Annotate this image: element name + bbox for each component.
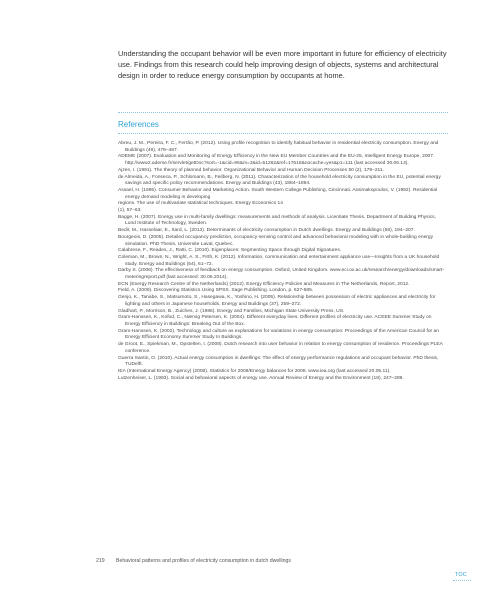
reference-item: Calabrese, F., Reades, J., Ratti, C. (2010). Eigenplaces: Segmenting Space through Digital Signatures. [118, 248, 342, 254]
reference-item: Abreu, J. M., Pereira, F. C., Ferrão, P. (2012). Using profile recognition to identify habitual behavior in residential electricity consumption. Energy and Buildings (49), 479–487. [118, 141, 439, 153]
reference-item: Gram-Hanssen, K. (2002). Technology and culture as explanations for variations in energy consumption: Proceedings of the American Council for an Energy Efficient Economy Summer Study In Buildings. [118, 328, 439, 341]
reference-item: Guerra Santin, O. (2010). Actual energy consumption in dwellings: The effect of energy performance regulations and occupant behavior. PhD thesis, TUDelft. [118, 355, 439, 368]
reference-item: Assael, H. (1995). Consumer Behavior and Marketing Action. South Western College Publishing, Cincinnati. Assimakopoulos, V. (1992). Residential energy demand modeling in developing [118, 187, 438, 200]
page-footer [0, 558, 486, 570]
reference-item: Coleman, M., Brown, N., Wright, A. S., Firth, K. (2012). Information, communication and entertainment appliance use—Insights from a UK household study. Energy and Buildings (54), 61–72. [118, 254, 440, 267]
reference-item: Lutzenheiser, L. (1993). Social and behavioral aspects of energy use. Annual Review of Energy and the Environment (18), 247–289. [118, 375, 404, 381]
toc-link[interactable]: TOC [455, 572, 467, 578]
references-list [118, 141, 448, 382]
references-heading: References [118, 120, 159, 129]
reference-item: Gladhart, P., Morrison, B., Zuiches, J. (1986). Energy and Families, Michigan State University Press, US. [118, 308, 345, 314]
intro-paragraph: Understanding the occupant behavior will be even more important in future for efficiency of electricity use. Findings from this research could help improving design of objects, systems and architectural design in order to reduce energy consumption by occupants at home. [118, 49, 447, 81]
running-title: Behavioral patterns and profiles of electricity consumption in dutch dwellings [116, 558, 292, 564]
heading-divider [118, 133, 448, 134]
reference-item: Darby S. (2006). The effectiveness of feedback on energy consumption. Oxford, United Kingdom. www.eci.ox.ac.uk/research/energy/downloads/smart-meteringreport.pdf (last accessed: 30.06.2014). [118, 268, 445, 281]
reference-item: Field, A. (2009). Discovering Statistics Using SPSS. Sage Publishing. London, p. 627-685. [118, 288, 314, 294]
reference-item: Bedir, M., Hasselaar, E., Itard, L. (2013). Determinants of electricity consumption in Dutch dwellings. Energy and Buildings (58), 194–207. [118, 228, 415, 234]
reference-item: (1), 57–63. [118, 208, 142, 214]
reference-item: Bourgeois, D. (2005). Detailed occupancy prediction, occupancy-sensing control and advanced behavioral modeling with in whole-building energy simulation. PhD Thesis, Universite Laval, Quebec. [118, 234, 434, 247]
toc-divider [453, 580, 471, 581]
reference-item: ECN (Energy Research Centre of the Netherlands) (2012). Energy Efficiency Policies and Measures in The Netherlands, Report, 2012. [118, 281, 410, 287]
intro-text [118, 48, 448, 82]
reference-item: de Almeida, A., Fonseca, P., Schlomann, B., Feilberg, N. (2011). Characterization of the household electricity consumption in the EU, potential energy savings and specific policy recommendations. Energy and Buildings (43), 1884–1894. [118, 174, 441, 187]
page-number: 219 [96, 558, 105, 564]
reference-item: IEA (International Energy Agency) (2008). Statistics for 2008/Energy balances for 2008. www.iea.org (last accessed 20.05.11). [118, 368, 391, 374]
reference-item: Bagge, H. (2007). Energy use in multi-family dwellings: measurements and methods of analysis. Licentiate Thesis, Department of Building Physics, Lund Institute of Technology, Sweden. [118, 214, 436, 227]
reference-item: Ajzen, I. (1991). The theory of planned behavior. Organizational Behavior and Human Decision Processes 50 (2), 179–211. [118, 167, 384, 173]
reference-item: de Groot, E., Spiekman, M., Opstelten, I. (2008). Dutch research into user behavior in relation to energy consumption of residence. Proceedings PLEA conference. [118, 342, 443, 354]
reference-item: Genjo, K., Tanabe, S., Matsumoto, S., Hasegawa, K., Yoshino, H. (2005). Relationship between possession of electric appliances and electricity for lighting and others in Japanese households. Energy and Buildings (37), 259–272. [118, 295, 436, 307]
reference-item: Gram-Hanssen, K., Kofod, C., Nærvig Petersen, K. (2004). Different everyday lives. Different profiles of electricity use. ACEEE Summer Study on Energy Efficiency in Buildings: Breaking Out of the Box. [118, 315, 432, 327]
reference-item: ADEME (2007). Evaluation and Monitoring of Energy Efficiency in the New EU Member Countries and the EU-25, Intelligent Energy Europe, 2007. http://www2.ademe.fr/servlet/getDoc?sort=-1&cid=96&m=3&id=51262&ref=17618&nocache=yes&p1=111 (last accessed 30.06.14). [118, 154, 435, 167]
section-divider [118, 112, 448, 113]
reference-item: regions. The use of multivariate statistical techniques. Energy Economics 14 [118, 201, 283, 207]
